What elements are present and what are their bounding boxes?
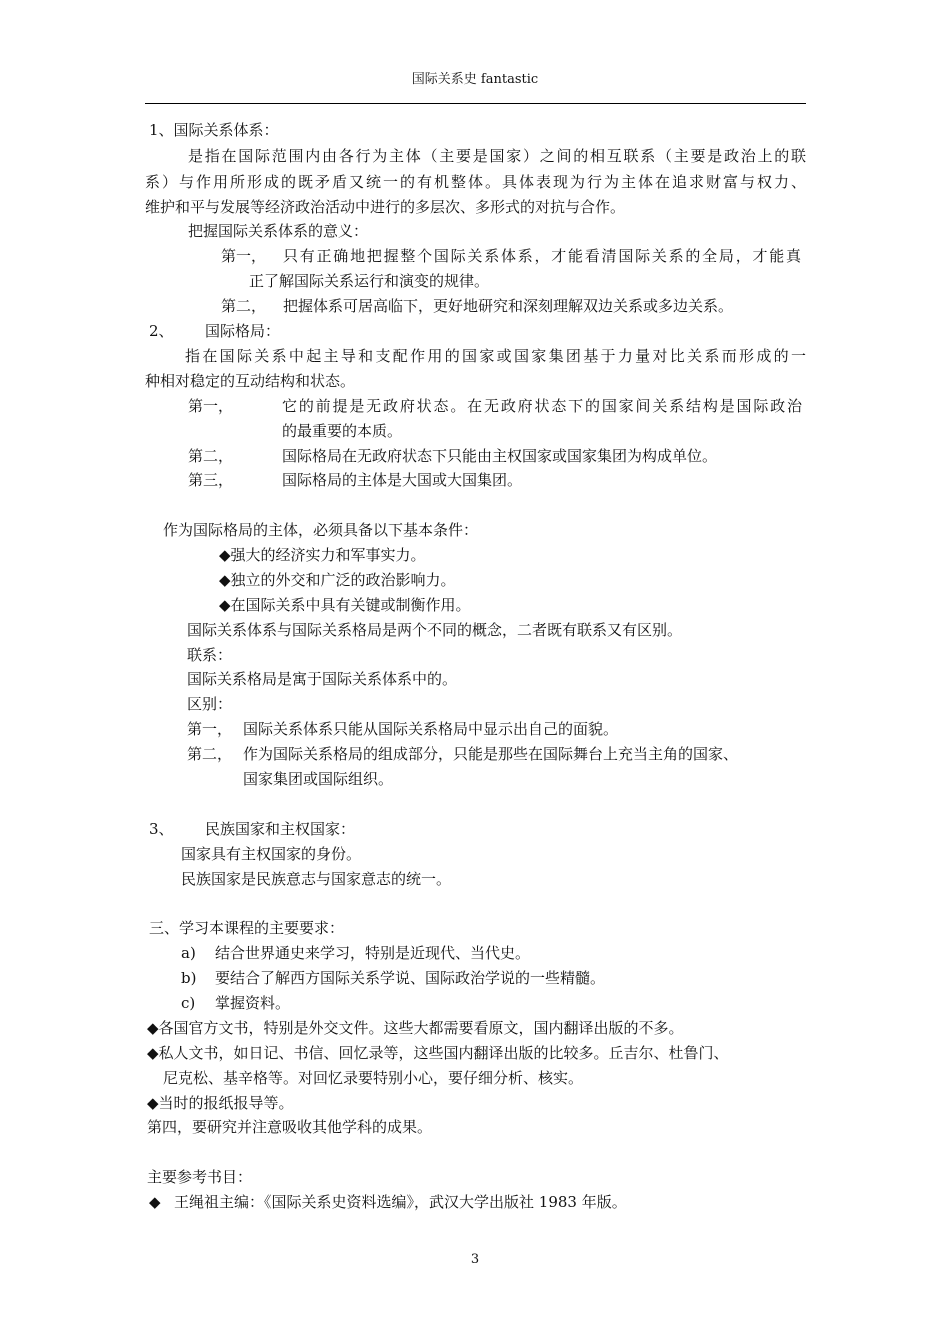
section-1-def-line: 是指在国际范围内由各行为主体（主要是国家）之间的相互联系（主要是政治上的联 — [188, 147, 806, 165]
requirement-label: c) — [181, 994, 196, 1012]
link-label: 联系： — [187, 646, 233, 664]
requirement-text: 要结合了解西方国际关系学说、国际政治学说的一些精髓。 — [215, 969, 606, 987]
section-2-point-text: 国际格局在无政府状态下只能由主权国家或国家集团为构成单位。 — [282, 447, 718, 465]
condition-item: ◆独立的外交和广泛的政治影响力。 — [219, 571, 456, 589]
page-number: 3 — [470, 1252, 480, 1267]
requirement-text: 结合世界通史来学习，特别是近现代、当代史。 — [215, 944, 531, 962]
section-3-line: 民族国家是民族意志与国家意志的统一。 — [181, 870, 452, 888]
section-2-point-label: 第一， — [188, 397, 234, 415]
header-rule — [145, 103, 806, 104]
section-2-point-label: 第三， — [188, 471, 234, 489]
requirement-label: b) — [181, 969, 197, 987]
section-2-point-text: 它的前提是无政府状态。在无政府状态下的国家间关系结构是国际政治 — [282, 397, 802, 415]
section-2-title: 国际格局： — [205, 322, 281, 340]
section-1-point-text: 把握体系可居高临下，更好地研究和深刻理解双边关系或多边关系。 — [283, 297, 734, 315]
reference-bullet: ◆ — [149, 1193, 161, 1211]
page-header: 国际关系史 fantastic — [411, 72, 539, 87]
difference-point-text: 国家集团或国际组织。 — [243, 770, 394, 788]
difference-point-label: 第二， — [187, 745, 233, 763]
condition-item: ◆在国际关系中具有关键或制衡作用。 — [219, 596, 471, 614]
link-text: 国际关系格局是寓于国际关系体系中的。 — [187, 670, 458, 688]
section-2-def-line: 指在国际关系中起主导和支配作用的国家或国家集团基于力量对比关系而形成的一 — [185, 347, 806, 365]
section-1-point-label: 第二， — [221, 297, 267, 315]
difference-point-label: 第一， — [187, 720, 233, 738]
section-3-line: 国家具有主权国家的身份。 — [181, 845, 362, 863]
section-1-heading: 1、国际关系体系： — [149, 121, 279, 139]
section-2-number: 2、 — [149, 322, 174, 340]
section-2-point-text: 的最重要的本质。 — [282, 422, 403, 440]
section-3-title: 民族国家和主权国家： — [205, 820, 356, 838]
source-bullet: ◆私人文书，如日记、书信、回忆录等，这些国内翻译出版的比较多。丘吉尔、杜鲁门、 — [147, 1044, 729, 1062]
section-2-point-label: 第二， — [188, 447, 234, 465]
requirements-heading: 三、学习本课程的主要要求： — [149, 919, 345, 937]
requirement-text: 掌握资料。 — [215, 994, 291, 1012]
section-1-point-label: 第一， — [221, 247, 267, 265]
difference-point-text: 作为国际关系格局的组成部分，只能是那些在国际舞台上充当主角的国家、 — [243, 745, 739, 763]
section-2-def-line: 种相对稳定的互动结构和状态。 — [145, 372, 356, 390]
conditions-intro: 作为国际格局的主体，必须具备以下基本条件： — [163, 521, 479, 539]
difference-intro: 国际关系体系与国际关系格局是两个不同的概念，二者既有联系又有区别。 — [187, 621, 683, 639]
requirement-label: a) — [181, 944, 196, 962]
reference-item: 王绳祖主编：《国际关系史资料选编》，武汉大学出版社 1983 年版。 — [174, 1193, 627, 1211]
condition-item: ◆强大的经济实力和军事实力。 — [219, 546, 426, 564]
section-1-def-line: 系）与作用所形成的既矛盾又统一的有机整体。具体表现为行为主体在追求财富与权力、 — [145, 173, 806, 191]
section-2-point-text: 国际格局的主体是大国或大国集团。 — [282, 471, 523, 489]
section-1-def-line: 维护和平与发展等经济政治活动中进行的多层次、多形式的对抗与合作。 — [145, 198, 626, 216]
difference-label: 区别： — [187, 695, 233, 713]
difference-point-text: 国际关系体系只能从国际关系格局中显示出自己的面貌。 — [243, 720, 619, 738]
source-bullet: ◆当时的报纸报导等。 — [147, 1094, 294, 1112]
section-3-number: 3、 — [149, 820, 174, 838]
source-bullet: ◆各国官方文书，特别是外交文件。这些大都需要看原文，国内翻译出版的不多。 — [147, 1019, 684, 1037]
section-1-point-text: 正了解国际关系运行和演变的规律。 — [249, 272, 490, 290]
source-bullet-cont: 尼克松、基辛格等。对回忆录要特别小心，要仔细分析、核实。 — [163, 1069, 584, 1087]
section-1-point-text: 只有正确地把握整个国际关系体系，才能看清国际关系的全局，才能真 — [283, 247, 801, 265]
section-1-meaning: 把握国际关系体系的意义： — [188, 222, 369, 240]
references-heading: 主要参考书目： — [147, 1168, 253, 1186]
fourth-point: 第四，要研究并注意吸收其他学科的成果。 — [147, 1118, 433, 1136]
